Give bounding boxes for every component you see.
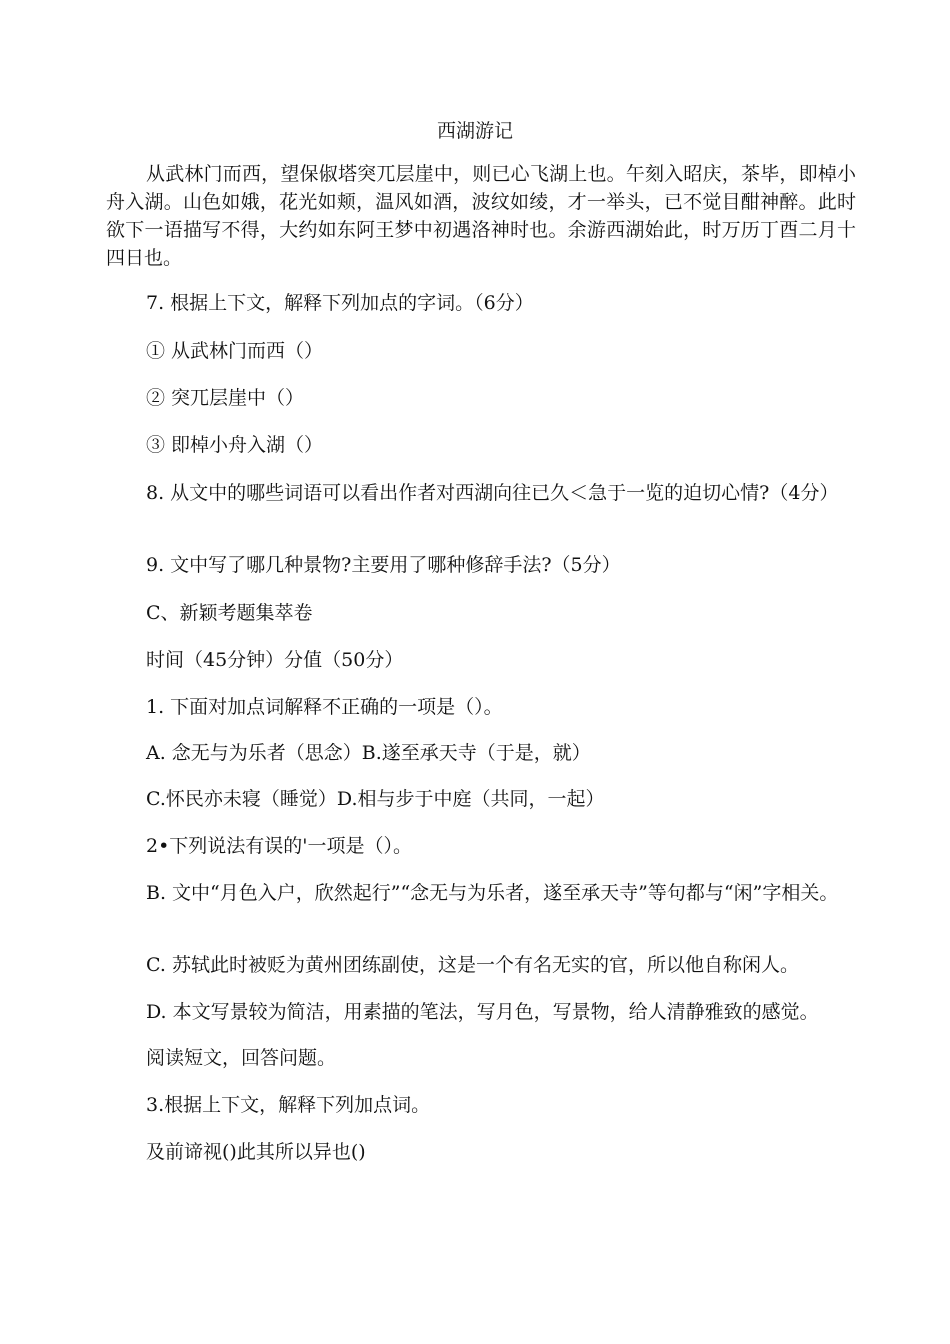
- question-c1: 1. 下面对加点词解释不正确的一项是（）。: [146, 696, 503, 718]
- time-score-line: 时间（45分钟）分值（50分）: [146, 649, 404, 671]
- question-c1-options-ab: A. 念无与为乐者（思念）B.遂至承天寺（于是，就）: [146, 742, 591, 764]
- question-c1-options-cd: C.怀民亦未寝（睡觉）D.相与步于中庭（共同，一起）: [146, 788, 605, 810]
- section-heading: C、新颖考题集萃卷: [146, 602, 313, 624]
- question-7-item-3: ③ 即棹小舟入湖（）: [146, 434, 324, 456]
- document-title: 西湖游记: [436, 120, 513, 142]
- question-c3-items: 及前谛视()此其所以异也(): [146, 1141, 366, 1163]
- question-c2-option-b: B. 文中“月色入户，欣然起行”“念无与为乐者，遂至承天寺”等句都与“闲”字相关。: [146, 882, 839, 904]
- passage-paragraph: 从武林门而西，望保俶塔突兀层崖中，则已心飞湖上也。午刻入昭庆，茶毕，即棹小舟入湖。山色如娥，花光如颊，温风如酒，波纹如绫，才一举头，已不觉目酣神醉。此时欲下一语描写不得，大约如东阿王梦中初遇洛神时也。余游西湖始此，时万历丁酉二月十四日也。: [106, 163, 856, 269]
- question-7-item-1: ① 从武林门而西（）: [146, 340, 324, 362]
- question-9: 9. 文中写了哪几种景物?主要用了哪种修辞手法?（5分）: [146, 554, 621, 576]
- question-c3: 3.根据上下文，解释下列加点词。: [146, 1094, 431, 1116]
- reading-instruction: 阅读短文，回答问题。: [146, 1047, 337, 1069]
- question-8: 8. 从文中的哪些词语可以看出作者对西湖向往已久＜急于一览的迫切心情?（4分）: [146, 482, 839, 504]
- question-7-item-2: ② 突兀层崖中（）: [146, 387, 305, 409]
- question-7: 7. 根据上下文，解释下列加点的字词。（6分）: [146, 292, 534, 314]
- question-c2-option-d: D. 本文写景较为简洁，用素描的笔法，写月色，写景物，给人清静雅致的感觉。: [146, 1001, 819, 1023]
- question-c2-option-c: C. 苏轼此时被贬为黄州团练副使，这是一个有名无实的官，所以他自称闲人。: [146, 954, 799, 976]
- question-c2: 2•下列说法有误的'一项是（）。: [146, 835, 413, 857]
